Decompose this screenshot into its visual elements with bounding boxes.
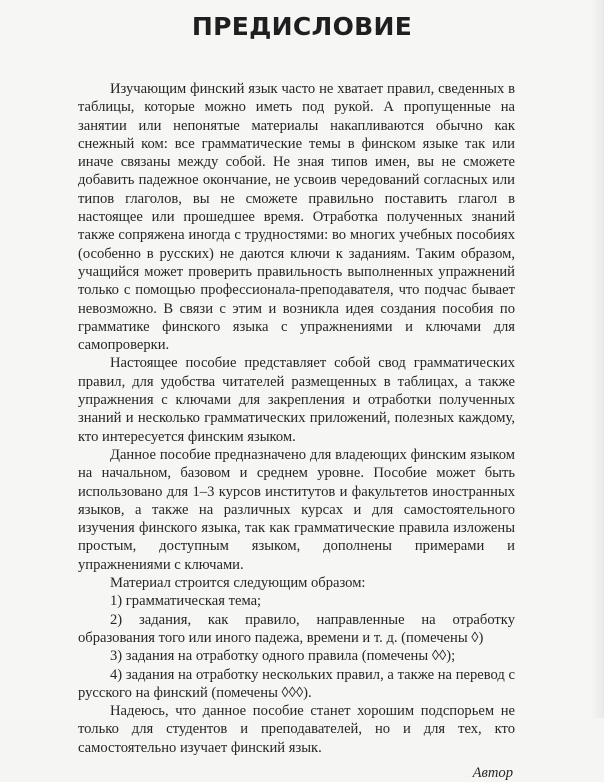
paragraph-structure-intro: Материал строится следующим образом: xyxy=(110,575,366,592)
list-item: 1) грамматическая тема; xyxy=(110,593,262,610)
page-title: ПРЕДИСЛОВИЕ xyxy=(191,12,413,41)
paragraph-contents: Настоящее пособие представляет собой свод грамматических правил, для удобства читателей размещенных в таблицах, а также упражнения с ключами для закрепления и отработки полученных знаний и несколько грамматических приложений, полезных каждому, кто интересуется финским языком. xyxy=(78,355,515,445)
preface-text xyxy=(78,80,515,782)
paragraph-audience: Данное пособие предназначено для владеющих финским языком на начальном, базовом и среднем уровне. Пособие может быть использовано для 1–3 курсов институтов и факультетов иностранных языков, а также на различных курсах и для самостоятельного изучения финского языка, так как грамматические правила изложены простым, доступным языком, дополнены примерами и упражнениями с ключами. xyxy=(78,446,515,573)
paragraph-intro: Изучающим финский язык часто не хватает правил, сведенных в таблицы, которые можно иметь под рукой. А пропущенные на занятии или непонятые материалы накапливаются обычно как снежный ком: все грамматические темы в финском языке так или иначе связаны между собой. Не зная типов имен, вы не сможете добавить падежное окончание, не усвоив чередований согласных или типов глаголов, вы не сможете правильно поставить глагол в настоящее или прошедшее время. Отработка полученных знаний также сопряжена иногда с трудностями: во многих учебных пособиях (особенно в русских) не даются ключи к заданиям. Таким образом, учащийся может проверить правильность выполненных упражнений только с помощью профессионала-преподавателя, что подчас бывает невозможно. В связи с этим и возникла идея создания пособия по грамматике финского языка с упражнениями и ключами для самопроверки. xyxy=(78,81,515,354)
author-signature: Автор xyxy=(472,764,513,781)
list-item: 4) задания на отработку нескольких правил, а также на перевод с русского на финский (помечены ◊◊◊). xyxy=(78,666,515,701)
list-item: 3) задания на отработку одного правила (помечены ◊◊); xyxy=(110,648,456,665)
paragraph-closing: Надеюсь, что данное пособие станет хорошим подспорьем не только для студентов и преподавателей, но и для тех, кто самостоятельно изучает финский язык. xyxy=(78,703,515,756)
page-edge-shadow xyxy=(590,0,604,718)
list-item: 2) задания, как правило, направленные на отработку образования того или иного падежа, времени и т. д. (помечены ◊) xyxy=(78,611,515,646)
